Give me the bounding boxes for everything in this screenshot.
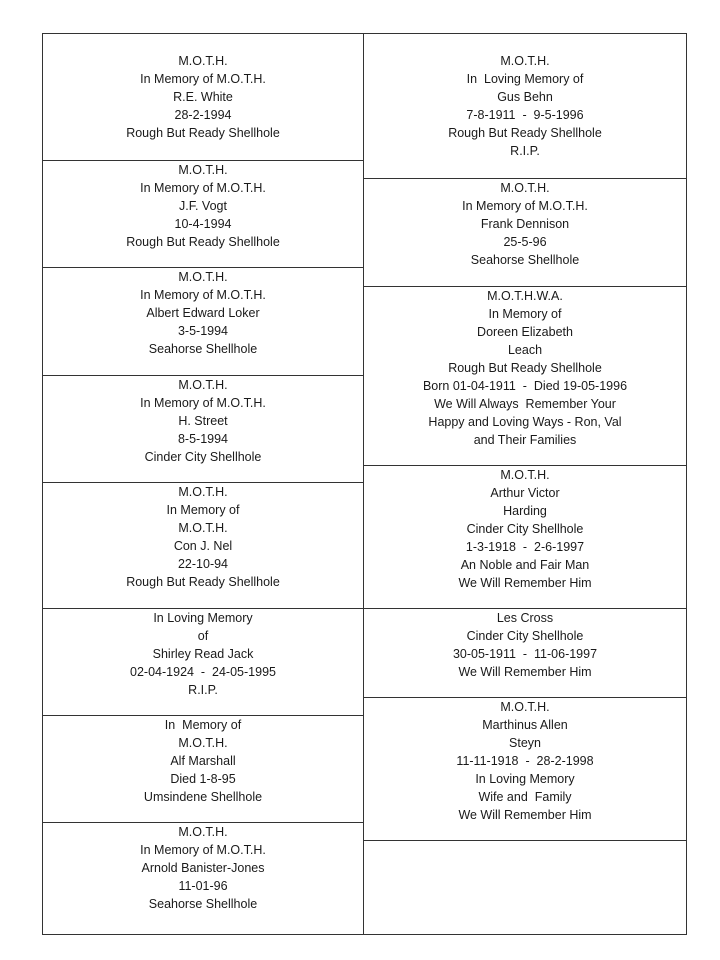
memorial-line: M.O.T.H. xyxy=(178,521,228,535)
memorial-line: and Their Families xyxy=(473,433,577,447)
memorial-line: R.I.P. xyxy=(188,683,218,697)
memorial-line: Rough But Ready Shellhole xyxy=(126,126,280,140)
memorial-line: H. Street xyxy=(178,414,228,428)
memorial-line: 3-5-1994 xyxy=(177,324,229,338)
memorial-line: We Will Always Remember Your xyxy=(434,397,616,411)
memorial-line: In Memory of xyxy=(164,718,242,732)
memorial-line: 11-01-96 xyxy=(178,879,228,893)
memorial-line: In Loving Memory of xyxy=(466,72,584,86)
memorial-line: Arnold Banister-Jones xyxy=(141,861,265,875)
memorial-line: M.O.T.H. xyxy=(178,825,228,839)
memorial-line: In Memory of M.O.T.H. xyxy=(140,72,266,86)
memorial-line: Frank Dennison xyxy=(480,217,570,231)
memorial-line: Gus Behn xyxy=(497,90,553,104)
memorial-line: In Memory of M.O.T.H. xyxy=(140,396,266,410)
memorial-line: In Memory of M.O.T.H. xyxy=(140,288,266,302)
memorial-line: M.O.T.H. xyxy=(178,163,228,177)
memorial-line: 30-05-1911 - 11-06-1997 xyxy=(452,647,598,661)
memorial-line: In Loving Memory xyxy=(475,772,575,786)
memorial-line: M.O.T.H. xyxy=(178,485,228,499)
memorial-line: Harding xyxy=(503,504,547,518)
memorial-line: Steyn xyxy=(509,736,541,750)
memorial-entry xyxy=(364,34,686,179)
memorial-entry xyxy=(43,609,363,716)
memorial-line: Wife and Family xyxy=(478,790,572,804)
memorial-line: Seahorse Shellhole xyxy=(470,253,580,267)
memorial-line: Cinder City Shellhole xyxy=(466,522,584,536)
memorial-line: R.I.P. xyxy=(510,144,540,158)
memorial-line: 11-11-1918 - 28-2-1998 xyxy=(456,754,594,768)
memorial-line: M.O.T.H. xyxy=(500,700,550,714)
memorial-line: Alf Marshall xyxy=(170,754,236,768)
memorial-entry xyxy=(364,179,686,287)
memorial-line: Rough But Ready Shellhole xyxy=(448,361,602,375)
memorial-line: Umsindene Shellhole xyxy=(143,790,263,804)
memorial-line: M.O.T.H.W.A. xyxy=(487,289,563,303)
memorial-entry xyxy=(364,698,686,841)
memorial-line: Rough But Ready Shellhole xyxy=(448,126,602,140)
memorial-line: Les Cross xyxy=(496,611,554,625)
memorial-entry xyxy=(43,376,363,483)
memorial-entry xyxy=(43,483,363,609)
memorial-line: 02-04-1924 - 24-05-1995 xyxy=(130,665,276,679)
memorial-line: Shirley Read Jack xyxy=(152,647,254,661)
memorial-line: Marthinus Allen xyxy=(482,718,568,732)
memorial-line: An Noble and Fair Man xyxy=(460,558,590,572)
memorial-line: We Will Remember Him xyxy=(458,576,592,590)
memorial-line: In Loving Memory xyxy=(153,611,253,625)
memorial-line: 10-4-1994 xyxy=(174,217,232,231)
memorial-entry xyxy=(43,823,363,936)
memorial-line: In Memory of M.O.T.H. xyxy=(462,199,588,213)
memorial-line: Died 1-8-95 xyxy=(170,772,236,786)
left-column xyxy=(42,33,364,935)
memorial-line: 25-5-96 xyxy=(503,235,547,249)
memorial-line: R.E. White xyxy=(173,90,233,104)
memorial-line: Albert Edward Loker xyxy=(146,306,260,320)
memorial-line: 8-5-1994 xyxy=(177,432,229,446)
memorial-entry xyxy=(43,268,363,376)
memorial-line: M.O.T.H. xyxy=(500,181,550,195)
memorial-line: Doreen Elizabeth xyxy=(477,325,573,339)
memorial-line: of xyxy=(197,629,209,643)
memorial-line: Con J. Nel xyxy=(173,539,233,553)
memorial-line: Happy and Loving Ways - Ron, Val xyxy=(428,415,622,429)
memorial-line: In Memory of xyxy=(488,307,562,321)
memorial-entry xyxy=(43,161,363,268)
memorial-line: Seahorse Shellhole xyxy=(148,897,258,911)
memorial-line: We Will Remember Him xyxy=(458,808,592,822)
memorial-line: We Will Remember Him xyxy=(458,665,592,679)
memorial-entry xyxy=(364,287,686,466)
memorial-line: In Memory of xyxy=(166,503,240,517)
memorial-line: Seahorse Shellhole xyxy=(148,342,258,356)
memorial-line: In Memory of M.O.T.H. xyxy=(140,181,266,195)
memorial-line: In Memory of M.O.T.H. xyxy=(140,843,266,857)
memorial-line: Arthur Victor xyxy=(490,486,560,500)
memorial-line: J.F. Vogt xyxy=(179,199,227,213)
memorial-entry xyxy=(43,34,363,161)
memorial-line: M.O.T.H. xyxy=(178,378,228,392)
memorial-line: 7-8-1911 - 9-5-1996 xyxy=(466,108,584,122)
memorial-line: M.O.T.H. xyxy=(178,736,228,750)
memorial-line: Born 01-04-1911 - Died 19-05-1996 xyxy=(422,379,628,393)
right-column xyxy=(363,33,687,935)
memorial-line: M.O.T.H. xyxy=(178,54,228,68)
memorial-line: M.O.T.H. xyxy=(500,54,550,68)
memorial-entry xyxy=(43,716,363,823)
memorial-line: Cinder City Shellhole xyxy=(144,450,262,464)
memorial-entry xyxy=(364,466,686,609)
memorial-line: 28-2-1994 xyxy=(174,108,232,122)
memorial-line: Cinder City Shellhole xyxy=(466,629,584,643)
memorial-line: M.O.T.H. xyxy=(178,270,228,284)
memorial-line: 22-10-94 xyxy=(177,557,229,571)
memorial-line: M.O.T.H. xyxy=(500,468,550,482)
memorial-line: 1-3-1918 - 2-6-1997 xyxy=(465,540,585,554)
memorial-entry xyxy=(364,609,686,698)
memorial-entry xyxy=(364,841,686,936)
memorial-line: Rough But Ready Shellhole xyxy=(126,235,280,249)
memorial-line: Leach xyxy=(507,343,543,357)
memorial-line: Rough But Ready Shellhole xyxy=(126,575,280,589)
